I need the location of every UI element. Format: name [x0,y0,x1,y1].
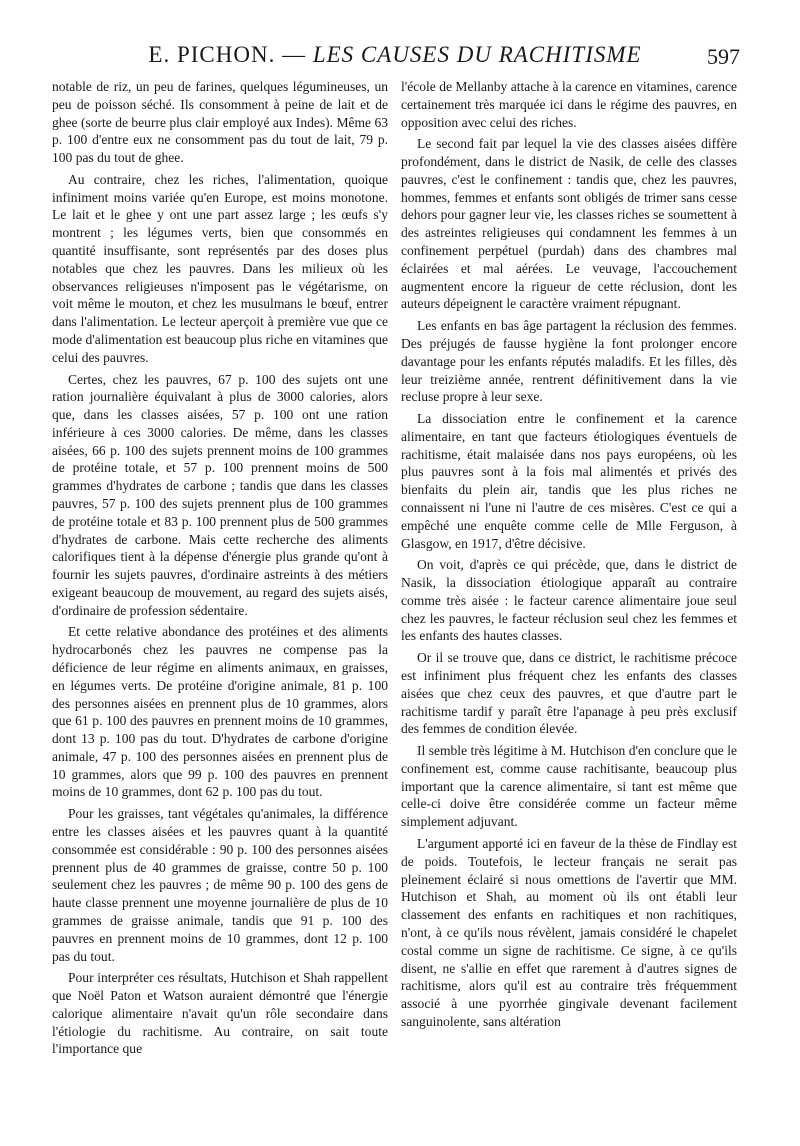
paragraph: notable de riz, un peu de farines, quelques légumineuses, un peu de poisson séché. Ils consomment à peine de lait et de ghee (sorte de beurre plus clair employé aux Indes). Même 63 p. 100 d'entre eux ne consomment pas du tout de lait, 79 p. 100 pas du tout de ghee. [52,79,388,166]
paragraph: Au contraire, chez les riches, l'alimentation, quoique infiniment moins variée qu'en Europe, est moins monotone. Le lait et le ghee y ont une part assez large ; les œufs s'y montrent ; les légumes verts, bien que consommés en quantité insuffisante, sont représentés par des doses plus notables que chez les pauvres. Dans les milieux où les observances religieuses n'imposent pas le végétarisme, on voit même le mouton, et chez les musulmans le bœuf, entrer dans l'alimentation. Le lecteur aperçoit à première vue que ce mode d'alimentation est beaucoup plus riche en vitamines que celui des pauvres. [52,171,388,365]
paragraph: Les enfants en bas âge partagent la réclusion des femmes. Des préjugés de fausse hygiène la font prolonger encore davantage pour les enfants réputés maladifs. Et les filles, dès leur treizième année, rentrent définitivement dans la vie recluse propre à leur sexe. [401,318,737,405]
paragraph: Et cette relative abondance des protéines et des aliments hydrocarbonés chez les pauvres ne compense pas la déficience de leur régime en aliments animaux, en graisses, en légumes verts. De protéine d'origine animale, 81 p. 100 des personnes aisées en prennent plus de 10 grammes, alors que 61 p. 100 des pauvres en prennent moins de 10 grammes, dont 13 p. 100 pas du tout. D'hydrates de carbone d'origine animale, 47 p. 100 des personnes aisées en prennent plus de 10 grammes, alors que 99 p. 100 des pauvres en prennent moins de 10 grammes, dont 62 p. 100 pas du tout. [52,624,388,800]
right-column [401,78,737,1035]
paragraph: On voit, d'après ce qui précède, que, dans le district de Nasik, la dissociation étiologique apparaît au contraire comme très aisée : le facteur carence alimentaire joue seul chez les pauvres, le facteur réclusion seul chez les femmes et les enfants des hautes classes. [401,557,737,644]
running-header [50,40,740,74]
paragraph: l'école de Mellanby attache à la carence en vitamines, carence certainement très marquée ici dans le régime des pauvres, en opposition avec celui des riches. [401,79,737,130]
paragraph: Il semble très légitime à M. Hutchison d'en conclure que le confinement est, comme cause rachitisante, beaucoup plus important que la carence alimentaire, si tant est même que celle-ci doive être considérée comme un facteur même simplement adjuvant. [401,743,737,830]
header-author: E. PICHON. — [148,42,307,67]
paragraph: Or il se trouve que, dans ce district, le rachitisme précoce est infiniment plus fréquent chez les enfants des classes aisées que chez ceux des pauvres, et que d'autre part le rachitisme tardif y paraît être l'apanage à peu près exclusif des femmes de condition élevée. [401,650,737,737]
header-title: LES CAUSES DU RACHITISME [312,42,642,67]
paragraph: Certes, chez les pauvres, 67 p. 100 des sujets ont une ration journalière équivalant à plus de 3000 calories, alors que, dans les classes aisées, 57 p. 100 ont une ration inférieure à ces 3000 calories. De même, dans les classes aisées, 66 p. 100 des sujets prennent moins de 100 grammes de protéine totale, et 57 p. 100 prennent moins de 500 grammes d'hydrates de carbone ; tandis que dans les classes pauvres, 57 p. 100 des sujets prennent plus de 100 grammes de protéine totale et 83 p. 100 prennent plus de 500 grammes d'hydrates de carbone. Mais cette recherche des aliments calorifiques tient à la dépense d'énergie plus grande qu'ont à fournir les sujets pauvres, d'ordinaire astreints à des métiers exigeant beaucoup de mouvement, au regard des sujets aisés, d'ordinaire de profession sédentaire. [52,371,388,618]
page-number: 597 [707,44,740,69]
paragraph: Pour les graisses, tant végétales qu'animales, la différence entre les classes aisées et les pauvres quant à la quantité consommée est considérable : 90 p. 100 des personnes aisées prennent plus de 40 grammes de graisse, contre 50 p. 100 seulement chez les pauvres ; de même 90 p. 100 des gens de haute classe prennent une moyenne journalière de plus de 10 grammes de graisse animale, tandis que 91 p. 100 des pauvres en prennent moins de 10 grammes, dont 12 p. 100 pas du tout. [52,806,388,964]
running-title [50,42,740,68]
left-column [52,78,388,1062]
paragraph: Pour interpréter ces résultats, Hutchison et Shah rappellent que Noël Paton et Watson auraient démontré que l'énergie calorique alimentaire n'avait qu'un rôle secondaire dans l'étiologie du rachitisme. Au contraire, on sait toute l'importance que [52,970,388,1057]
paragraph: Le second fait par lequel la vie des classes aisées diffère profondément, dans le district de Nasik, de celle des classes pauvres, c'est le confinement : tandis que, chez les pauvres, hommes, femmes et enfants sont obligés de trimer sans cesse dehors pour gagner leur vie, les classes riches se soumettent à des astreintes religieuses qui condamnent les femmes à un confinement perpétuel (purdah) dans des chambres mal éclairées et mal aérées. Le veuvage, l'accouchement augmentent encore la rigueur de cette réclusion, dont les auteurs dépeignent le caractère vraiment répugnant. [401,136,737,312]
paragraph: L'argument apporté ici en faveur de la thèse de Findlay est de poids. Toutefois, le lecteur français ne serait pas pleinement éclairé si nous omettions de l'avertir que MM. Hutchison et Shah, au moment où ils ont établi leur classement des enfants en rachitiques et non rachitiques, n'ont, à ce qu'ils nous révèlent, jamais considéré le chapelet costal comme un signe de rachitisme. Ce signe, à ce qu'ils disent, ne s'allie en effet que rarement à d'autres signes de rachitisme, alors qu'il est au contraire très fréquemment associé à une pyorrhée gingivale devenant facilement sanguinolente, sans altération [401,836,737,1029]
paragraph: La dissociation entre le confinement et la carence alimentaire, en tant que facteurs étiologiques éventuels de rachitisme, était malaisée dans nos pays européens, où les plus pauvres sont à la fois mal alimentés et privés des bienfaits du plein air, tandis que les plus riches ne connaissent ni l'une ni l'autre de ces misères. C'est ce qui a empêché une enquête comme celle de Mlle Ferguson, à Glasgow, en 1917, d'être décisive. [401,411,737,551]
